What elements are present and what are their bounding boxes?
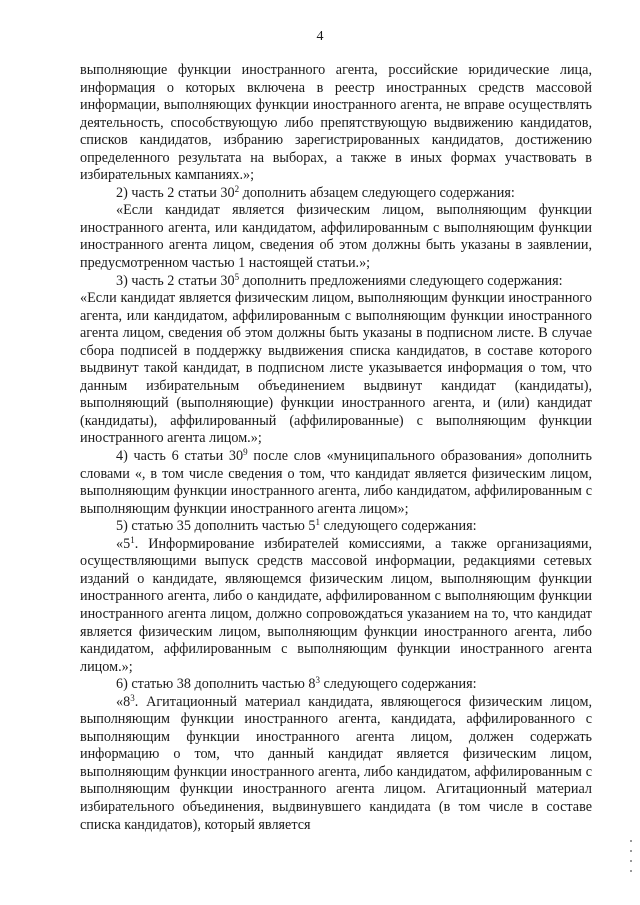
paragraph-item-2: 2) часть 2 статьи $30^2$ дополнить абзацем следующего содержания: [116, 183, 515, 201]
paragraph-quote-item-2: «Если кандидат является физическим лицом, выполняющим функции иностранного агента, или кандидатом, аффилированным с выполняющим функции иностранного агента лицом, сведения об этом должны быть указаны в заявлении, предусмотренном частью 1 настоящей статьи.»; [80, 202, 592, 272]
paragraph-quote-item-3: «Если кандидат является физическим лицом, выполняющим функции иностранного агента, или кандидатом, аффилированным с выполняющим функции иностранного агента лицом, сведения об этом должны быть указаны в подписном листе. В случае сбора подписей в поддержку выдвижения списка кандидатов, в составе которого выдвинут такой кандидат, в подписном листе указывается информация о том, что данным избирательным объединением выдвинут кандидат (кандидаты), выполняющий (выполняющие) функции иностранного агента, и (или) кандидат (кандидаты), аффилированный (аффилированные) с выполняющим функции иностранного агента лицом.»; [80, 290, 592, 447]
paragraph-item-6: 6) статью 38 дополнить частью $8^3$ следующего содержания: [116, 675, 477, 693]
paragraph-quote-item-5: «$5^1$. Информирование избирателей комиссиями, а также организациями, осуществляющими выпуск средств массовой информации, редакциями сетевых изданий о кандидате, являющемся физическим лицом, выполняющим функции иностранного агента, либо о кандидате, аффилированном с выполняющим функции иностранного агента лицом, должно сопровождаться указанием на то, что кандидат является физическим лицом, выполняющим функции иностранного агента, либо кандидатом, аффилированным с выполняющим функции иностранного агента лицом.»; [80, 534, 592, 675]
document-body [80, 62, 592, 834]
paragraph-item-5: 5) статью 35 дополнить частью $5^1$ следующего содержания: [116, 517, 477, 535]
page-number: 4 [316, 29, 324, 44]
paragraph-item-3: 3) часть 2 статьи $30^5$ дополнить предложениями следующего содержания: [116, 271, 563, 289]
paragraph-item-4: 4) часть 6 статьи $30^9$ после слов «муниципального образования» дополнить словами «, в том числе сведения о том, что кандидат является физическим лицом, выполняющим функции иностранного агента, либо кандидатом, аффилированным с выполняющим функции иностранного агента лицом»; [80, 447, 592, 517]
scan-edge-marks [628, 840, 634, 888]
paragraph-continuation: выполняющие функции иностранного агента, российские юридические лица, информация о которых включена в реестр иностранных средств массовой информации, выполняющих функции иностранного агента, не вправе осуществлять деятельность, способствующую либо препятствующую выдвижению кандидатов, списков кандидатов, избранию зарегистрированных кандидатов, достижению определенного результата на выборах, а также в иных формах участвовать в избирательных кампаниях.»; [80, 62, 592, 184]
paragraph-quote-item-6: «$8^3$. Агитационный материал кандидата, являющегося физическим лицом, выполняющим функции иностранного агента, кандидата, аффилированного с выполняющим функции иностранного агента лицом, должен содержать информацию о том, что данный кандидат является физическим лицом, выполняющим функции иностранного агента, либо кандидатом, аффилированным с выполняющим функции иностранного агента лицом. Агитационный материал избирательного объединения, выдвинувшего кандидата (в том числе в составе списка кандидатов), который является [80, 692, 592, 833]
